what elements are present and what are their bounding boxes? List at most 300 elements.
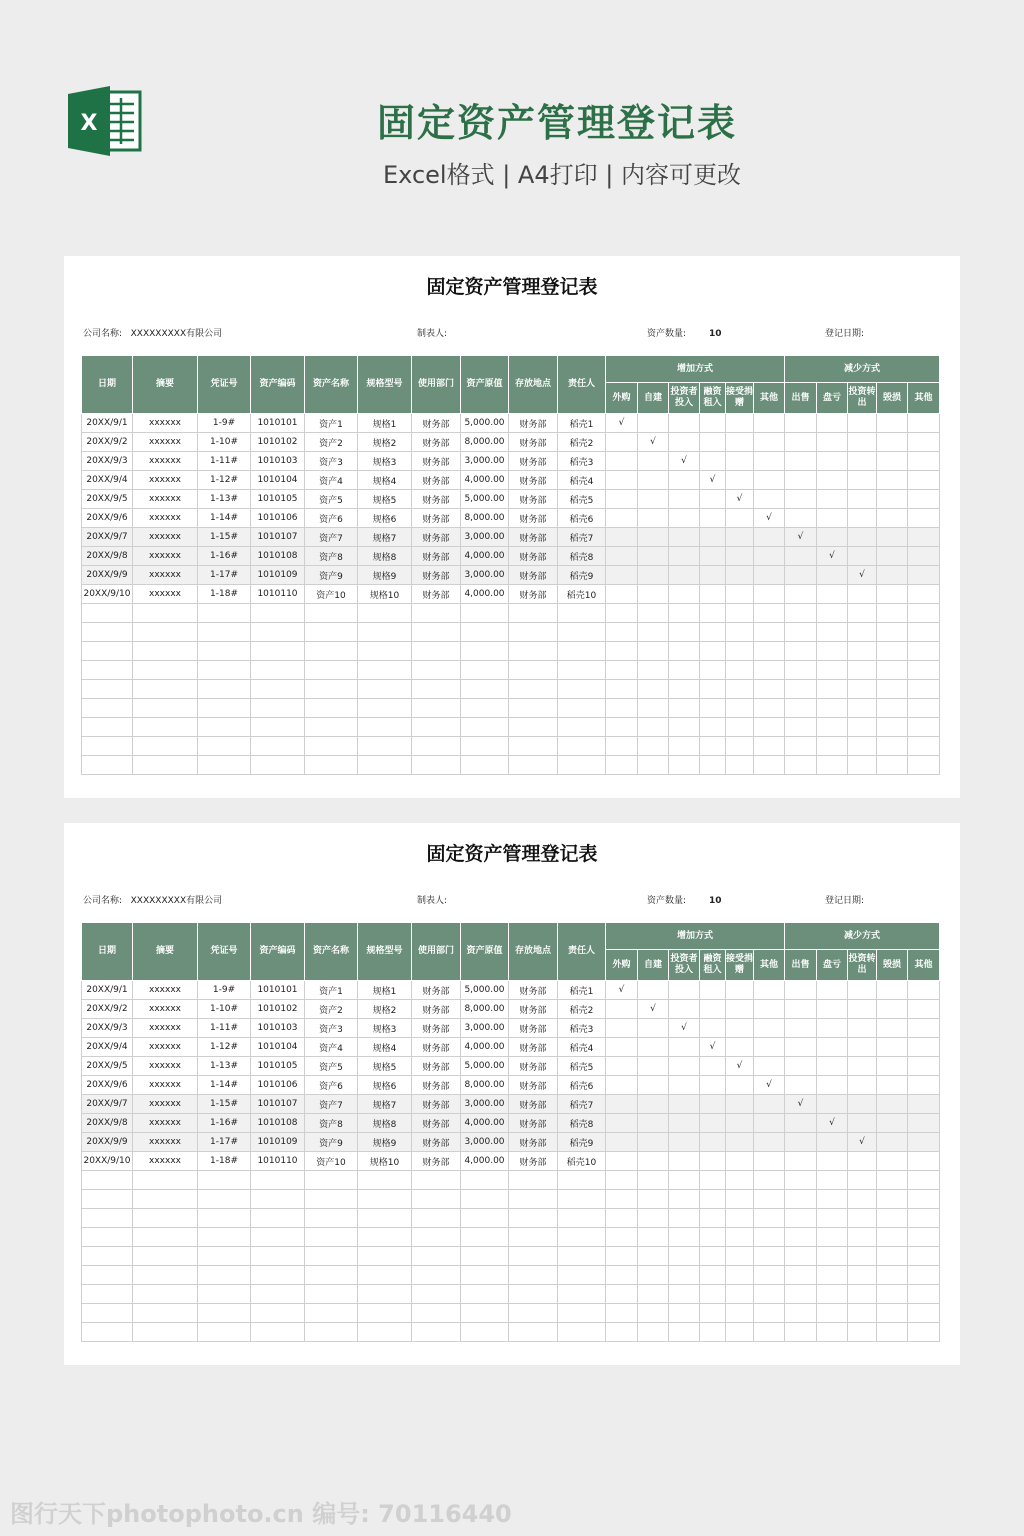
empty-cell[interactable] [848, 414, 877, 433]
cell-owner[interactable]: 稻壳5 [558, 1057, 606, 1076]
empty-cell[interactable] [638, 1266, 669, 1285]
cell-summary[interactable]: xxxxxx [133, 1057, 198, 1076]
empty-cell[interactable] [908, 642, 940, 661]
empty-cell[interactable] [509, 1304, 558, 1323]
empty-cell[interactable] [754, 623, 785, 642]
cell-code[interactable]: 1010101 [251, 414, 305, 433]
cell-spec[interactable]: 规格2 [358, 433, 412, 452]
empty-cell[interactable] [461, 1304, 509, 1323]
empty-cell[interactable] [908, 1323, 940, 1342]
empty-cell[interactable] [509, 718, 558, 737]
empty-cell[interactable] [198, 1190, 251, 1209]
empty-cell[interactable] [509, 1323, 558, 1342]
empty-cell[interactable] [461, 1228, 509, 1247]
empty-cell[interactable] [133, 623, 198, 642]
empty-cell[interactable] [877, 981, 908, 1000]
empty-cell[interactable] [700, 566, 726, 585]
cell-dept[interactable]: 财务部 [412, 1152, 461, 1171]
empty-cell[interactable] [606, 1152, 638, 1171]
cell-place[interactable]: 财务部 [509, 490, 558, 509]
empty-cell[interactable] [251, 756, 305, 775]
empty-cell[interactable] [509, 756, 558, 775]
empty-cell[interactable] [669, 1133, 700, 1152]
cell-code[interactable]: 1010103 [251, 452, 305, 471]
empty-cell[interactable] [817, 1304, 848, 1323]
cell-value[interactable]: 3,000.00 [461, 1095, 509, 1114]
empty-cell[interactable] [877, 1057, 908, 1076]
check-mark-cell[interactable]: √ [700, 1038, 726, 1057]
empty-cell[interactable] [848, 1019, 877, 1038]
empty-cell[interactable] [700, 1247, 726, 1266]
check-mark-cell[interactable]: √ [848, 566, 877, 585]
empty-cell[interactable] [412, 1323, 461, 1342]
empty-cell[interactable] [198, 642, 251, 661]
cell-date[interactable]: 20XX/9/5 [82, 490, 133, 509]
empty-cell[interactable] [358, 1323, 412, 1342]
empty-cell[interactable] [817, 1038, 848, 1057]
empty-cell[interactable] [461, 642, 509, 661]
cell-summary[interactable]: xxxxxx [133, 1038, 198, 1057]
table-row[interactable] [82, 1000, 940, 1019]
empty-cell[interactable] [817, 566, 848, 585]
empty-cell[interactable] [877, 1266, 908, 1285]
cell-summary[interactable]: xxxxxx [133, 1000, 198, 1019]
empty-cell[interactable] [669, 1323, 700, 1342]
empty-cell[interactable] [726, 452, 754, 471]
cell-summary[interactable]: xxxxxx [133, 981, 198, 1000]
empty-cell[interactable] [606, 1000, 638, 1019]
empty-cell[interactable] [785, 1057, 817, 1076]
empty-cell[interactable] [305, 1228, 358, 1247]
empty-cell[interactable] [817, 756, 848, 775]
cell-value[interactable]: 8,000.00 [461, 509, 509, 528]
cell-date[interactable]: 20XX/9/2 [82, 1000, 133, 1019]
empty-cell[interactable] [785, 547, 817, 566]
cell-dept[interactable]: 财务部 [412, 1019, 461, 1038]
empty-cell[interactable] [638, 1076, 669, 1095]
cell-name[interactable]: 资产1 [305, 414, 358, 433]
empty-cell[interactable] [877, 1228, 908, 1247]
empty-cell[interactable] [726, 528, 754, 547]
empty-cell[interactable] [198, 1171, 251, 1190]
empty-cell[interactable] [908, 1133, 940, 1152]
cell-place[interactable]: 财务部 [509, 1038, 558, 1057]
cell-name[interactable]: 资产3 [305, 1019, 358, 1038]
cell-voucher[interactable]: 1-10# [198, 433, 251, 452]
empty-cell[interactable] [669, 414, 700, 433]
cell-owner[interactable]: 稻壳3 [558, 452, 606, 471]
empty-cell[interactable] [908, 1000, 940, 1019]
empty-cell[interactable] [509, 1190, 558, 1209]
cell-code[interactable]: 1010107 [251, 1095, 305, 1114]
empty-cell[interactable] [606, 1133, 638, 1152]
empty-cell[interactable] [785, 1304, 817, 1323]
empty-cell[interactable] [82, 756, 133, 775]
cell-name[interactable]: 资产5 [305, 1057, 358, 1076]
empty-cell[interactable] [669, 1114, 700, 1133]
empty-cell[interactable] [700, 585, 726, 604]
empty-row[interactable] [82, 1171, 940, 1190]
check-mark-cell[interactable]: √ [638, 433, 669, 452]
empty-cell[interactable] [251, 1171, 305, 1190]
empty-cell[interactable] [908, 623, 940, 642]
empty-cell[interactable] [877, 1247, 908, 1266]
empty-cell[interactable] [305, 718, 358, 737]
empty-cell[interactable] [754, 1323, 785, 1342]
cell-owner[interactable]: 稻壳7 [558, 1095, 606, 1114]
empty-cell[interactable] [669, 1000, 700, 1019]
empty-cell[interactable] [785, 1285, 817, 1304]
empty-cell[interactable] [606, 718, 638, 737]
empty-cell[interactable] [251, 680, 305, 699]
empty-cell[interactable] [638, 490, 669, 509]
cell-owner[interactable]: 稻壳5 [558, 490, 606, 509]
empty-cell[interactable] [726, 547, 754, 566]
empty-cell[interactable] [817, 433, 848, 452]
empty-cell[interactable] [848, 452, 877, 471]
empty-cell[interactable] [638, 623, 669, 642]
empty-cell[interactable] [848, 490, 877, 509]
empty-cell[interactable] [700, 1171, 726, 1190]
empty-cell[interactable] [817, 528, 848, 547]
empty-cell[interactable] [412, 737, 461, 756]
check-mark-cell[interactable]: √ [785, 1095, 817, 1114]
empty-cell[interactable] [848, 1247, 877, 1266]
empty-cell[interactable] [133, 1285, 198, 1304]
empty-cell[interactable] [908, 1190, 940, 1209]
empty-cell[interactable] [908, 1057, 940, 1076]
cell-voucher[interactable]: 1-14# [198, 1076, 251, 1095]
empty-cell[interactable] [848, 737, 877, 756]
empty-cell[interactable] [754, 718, 785, 737]
empty-cell[interactable] [461, 1190, 509, 1209]
empty-cell[interactable] [817, 699, 848, 718]
empty-cell[interactable] [358, 1190, 412, 1209]
empty-cell[interactable] [669, 547, 700, 566]
empty-cell[interactable] [848, 1266, 877, 1285]
empty-cell[interactable] [908, 1152, 940, 1171]
empty-cell[interactable] [412, 604, 461, 623]
empty-cell[interactable] [669, 585, 700, 604]
empty-cell[interactable] [305, 1247, 358, 1266]
empty-row[interactable] [82, 718, 940, 737]
cell-value[interactable]: 3,000.00 [461, 528, 509, 547]
check-mark-cell[interactable]: √ [754, 509, 785, 528]
cell-voucher[interactable]: 1-16# [198, 547, 251, 566]
cell-name[interactable]: 资产9 [305, 566, 358, 585]
empty-cell[interactable] [700, 490, 726, 509]
empty-cell[interactable] [754, 433, 785, 452]
cell-dept[interactable]: 财务部 [412, 981, 461, 1000]
empty-cell[interactable] [726, 1038, 754, 1057]
empty-cell[interactable] [700, 1285, 726, 1304]
cell-summary[interactable]: xxxxxx [133, 471, 198, 490]
empty-cell[interactable] [82, 642, 133, 661]
empty-cell[interactable] [848, 1038, 877, 1057]
empty-cell[interactable] [412, 699, 461, 718]
empty-cell[interactable] [848, 433, 877, 452]
empty-cell[interactable] [82, 1247, 133, 1266]
empty-cell[interactable] [606, 737, 638, 756]
empty-cell[interactable] [305, 604, 358, 623]
empty-cell[interactable] [754, 756, 785, 775]
empty-cell[interactable] [877, 680, 908, 699]
empty-cell[interactable] [700, 623, 726, 642]
empty-cell[interactable] [509, 1209, 558, 1228]
empty-cell[interactable] [558, 1171, 606, 1190]
empty-cell[interactable] [726, 661, 754, 680]
empty-cell[interactable] [848, 1095, 877, 1114]
empty-cell[interactable] [638, 414, 669, 433]
empty-cell[interactable] [669, 1038, 700, 1057]
empty-cell[interactable] [700, 680, 726, 699]
cell-owner[interactable]: 稻壳10 [558, 1152, 606, 1171]
empty-cell[interactable] [133, 756, 198, 775]
empty-cell[interactable] [754, 1152, 785, 1171]
empty-cell[interactable] [817, 509, 848, 528]
empty-cell[interactable] [558, 604, 606, 623]
cell-voucher[interactable]: 1-17# [198, 566, 251, 585]
empty-cell[interactable] [908, 680, 940, 699]
empty-cell[interactable] [198, 623, 251, 642]
empty-cell[interactable] [908, 1209, 940, 1228]
empty-cell[interactable] [817, 1247, 848, 1266]
empty-cell[interactable] [877, 1209, 908, 1228]
empty-cell[interactable] [908, 737, 940, 756]
empty-cell[interactable] [558, 756, 606, 775]
empty-cell[interactable] [785, 737, 817, 756]
empty-cell[interactable] [700, 1152, 726, 1171]
empty-cell[interactable] [509, 699, 558, 718]
empty-cell[interactable] [877, 1304, 908, 1323]
check-mark-cell[interactable]: √ [754, 1076, 785, 1095]
cell-dept[interactable]: 财务部 [412, 566, 461, 585]
empty-cell[interactable] [133, 1247, 198, 1266]
empty-cell[interactable] [638, 1247, 669, 1266]
empty-cell[interactable] [669, 1304, 700, 1323]
cell-value[interactable]: 3,000.00 [461, 566, 509, 585]
empty-row[interactable] [82, 1285, 940, 1304]
empty-cell[interactable] [754, 1171, 785, 1190]
cell-owner[interactable]: 稻壳9 [558, 1133, 606, 1152]
empty-cell[interactable] [726, 1114, 754, 1133]
empty-cell[interactable] [133, 642, 198, 661]
cell-dept[interactable]: 财务部 [412, 528, 461, 547]
empty-cell[interactable] [726, 1095, 754, 1114]
empty-cell[interactable] [817, 623, 848, 642]
empty-cell[interactable] [877, 1190, 908, 1209]
cell-place[interactable]: 财务部 [509, 566, 558, 585]
table-row[interactable] [82, 1114, 940, 1133]
empty-cell[interactable] [461, 661, 509, 680]
empty-cell[interactable] [848, 1114, 877, 1133]
empty-cell[interactable] [700, 452, 726, 471]
empty-cell[interactable] [908, 490, 940, 509]
empty-cell[interactable] [848, 1190, 877, 1209]
empty-cell[interactable] [785, 490, 817, 509]
empty-cell[interactable] [133, 680, 198, 699]
cell-summary[interactable]: xxxxxx [133, 490, 198, 509]
empty-cell[interactable] [638, 1057, 669, 1076]
empty-cell[interactable] [461, 699, 509, 718]
empty-cell[interactable] [412, 756, 461, 775]
cell-owner[interactable]: 稻壳6 [558, 1076, 606, 1095]
empty-cell[interactable] [251, 1209, 305, 1228]
empty-cell[interactable] [305, 737, 358, 756]
empty-cell[interactable] [726, 1323, 754, 1342]
table-row[interactable] [82, 547, 940, 566]
empty-cell[interactable] [669, 566, 700, 585]
empty-cell[interactable] [877, 490, 908, 509]
table-row[interactable] [82, 490, 940, 509]
empty-cell[interactable] [785, 414, 817, 433]
empty-cell[interactable] [558, 1266, 606, 1285]
cell-value[interactable]: 4,000.00 [461, 1152, 509, 1171]
empty-cell[interactable] [700, 547, 726, 566]
empty-cell[interactable] [877, 1038, 908, 1057]
empty-cell[interactable] [638, 756, 669, 775]
empty-cell[interactable] [754, 1038, 785, 1057]
empty-cell[interactable] [848, 509, 877, 528]
cell-dept[interactable]: 财务部 [412, 1000, 461, 1019]
empty-cell[interactable] [848, 661, 877, 680]
empty-cell[interactable] [785, 1247, 817, 1266]
empty-cell[interactable] [785, 1266, 817, 1285]
empty-cell[interactable] [877, 604, 908, 623]
empty-cell[interactable] [877, 756, 908, 775]
empty-cell[interactable] [908, 756, 940, 775]
empty-cell[interactable] [817, 471, 848, 490]
empty-cell[interactable] [251, 1285, 305, 1304]
cell-voucher[interactable]: 1-13# [198, 490, 251, 509]
empty-cell[interactable] [848, 1057, 877, 1076]
empty-cell[interactable] [669, 1228, 700, 1247]
empty-cell[interactable] [817, 1171, 848, 1190]
empty-cell[interactable] [133, 1266, 198, 1285]
empty-cell[interactable] [509, 1285, 558, 1304]
empty-cell[interactable] [358, 604, 412, 623]
empty-cell[interactable] [558, 1228, 606, 1247]
empty-cell[interactable] [817, 1285, 848, 1304]
cell-date[interactable]: 20XX/9/4 [82, 1038, 133, 1057]
empty-cell[interactable] [305, 1171, 358, 1190]
empty-cell[interactable] [726, 1266, 754, 1285]
cell-spec[interactable]: 规格10 [358, 1152, 412, 1171]
empty-cell[interactable] [754, 471, 785, 490]
empty-cell[interactable] [754, 1133, 785, 1152]
empty-cell[interactable] [82, 1209, 133, 1228]
empty-cell[interactable] [877, 1000, 908, 1019]
empty-cell[interactable] [412, 623, 461, 642]
cell-code[interactable]: 1010106 [251, 1076, 305, 1095]
cell-summary[interactable]: xxxxxx [133, 509, 198, 528]
cell-value[interactable]: 4,000.00 [461, 1038, 509, 1057]
empty-row[interactable] [82, 1209, 940, 1228]
empty-cell[interactable] [726, 680, 754, 699]
empty-cell[interactable] [848, 680, 877, 699]
empty-cell[interactable] [785, 1133, 817, 1152]
empty-cell[interactable] [198, 1247, 251, 1266]
empty-cell[interactable] [412, 1304, 461, 1323]
empty-cell[interactable] [700, 1228, 726, 1247]
empty-cell[interactable] [82, 737, 133, 756]
cell-summary[interactable]: xxxxxx [133, 1152, 198, 1171]
empty-cell[interactable] [82, 1171, 133, 1190]
empty-cell[interactable] [726, 1133, 754, 1152]
empty-cell[interactable] [305, 642, 358, 661]
empty-cell[interactable] [133, 1304, 198, 1323]
empty-cell[interactable] [726, 1152, 754, 1171]
table-row[interactable] [82, 585, 940, 604]
empty-cell[interactable] [908, 547, 940, 566]
empty-cell[interactable] [726, 433, 754, 452]
empty-cell[interactable] [817, 1133, 848, 1152]
empty-cell[interactable] [908, 604, 940, 623]
empty-cell[interactable] [754, 1095, 785, 1114]
cell-owner[interactable]: 稻壳3 [558, 1019, 606, 1038]
empty-cell[interactable] [700, 433, 726, 452]
empty-cell[interactable] [251, 699, 305, 718]
empty-cell[interactable] [877, 414, 908, 433]
cell-code[interactable]: 1010102 [251, 433, 305, 452]
cell-date[interactable]: 20XX/9/9 [82, 1133, 133, 1152]
empty-row[interactable] [82, 1323, 940, 1342]
cell-voucher[interactable]: 1-16# [198, 1114, 251, 1133]
empty-cell[interactable] [82, 661, 133, 680]
empty-cell[interactable] [877, 1171, 908, 1190]
empty-cell[interactable] [817, 604, 848, 623]
empty-cell[interactable] [754, 1304, 785, 1323]
cell-summary[interactable]: xxxxxx [133, 1095, 198, 1114]
empty-cell[interactable] [908, 1171, 940, 1190]
empty-cell[interactable] [848, 604, 877, 623]
cell-owner[interactable]: 稻壳2 [558, 1000, 606, 1019]
empty-cell[interactable] [877, 547, 908, 566]
cell-date[interactable]: 20XX/9/6 [82, 1076, 133, 1095]
empty-row[interactable] [82, 1190, 940, 1209]
table-row[interactable] [82, 1076, 940, 1095]
empty-cell[interactable] [877, 433, 908, 452]
empty-cell[interactable] [638, 718, 669, 737]
empty-cell[interactable] [700, 718, 726, 737]
empty-cell[interactable] [358, 623, 412, 642]
empty-cell[interactable] [412, 1171, 461, 1190]
empty-cell[interactable] [558, 680, 606, 699]
table-row[interactable] [82, 1057, 940, 1076]
cell-place[interactable]: 财务部 [509, 1114, 558, 1133]
cell-place[interactable]: 财务部 [509, 1152, 558, 1171]
empty-cell[interactable] [877, 1133, 908, 1152]
empty-cell[interactable] [558, 661, 606, 680]
cell-place[interactable]: 财务部 [509, 1095, 558, 1114]
empty-cell[interactable] [558, 642, 606, 661]
cell-code[interactable]: 1010109 [251, 566, 305, 585]
empty-cell[interactable] [785, 699, 817, 718]
empty-cell[interactable] [638, 1171, 669, 1190]
table-row[interactable] [82, 509, 940, 528]
empty-cell[interactable] [251, 1304, 305, 1323]
empty-cell[interactable] [726, 642, 754, 661]
empty-cell[interactable] [848, 981, 877, 1000]
empty-cell[interactable] [669, 661, 700, 680]
empty-cell[interactable] [358, 1171, 412, 1190]
empty-cell[interactable] [305, 699, 358, 718]
empty-cell[interactable] [606, 1209, 638, 1228]
empty-cell[interactable] [358, 1304, 412, 1323]
cell-dept[interactable]: 财务部 [412, 452, 461, 471]
empty-cell[interactable] [461, 623, 509, 642]
table-row[interactable] [82, 1133, 940, 1152]
